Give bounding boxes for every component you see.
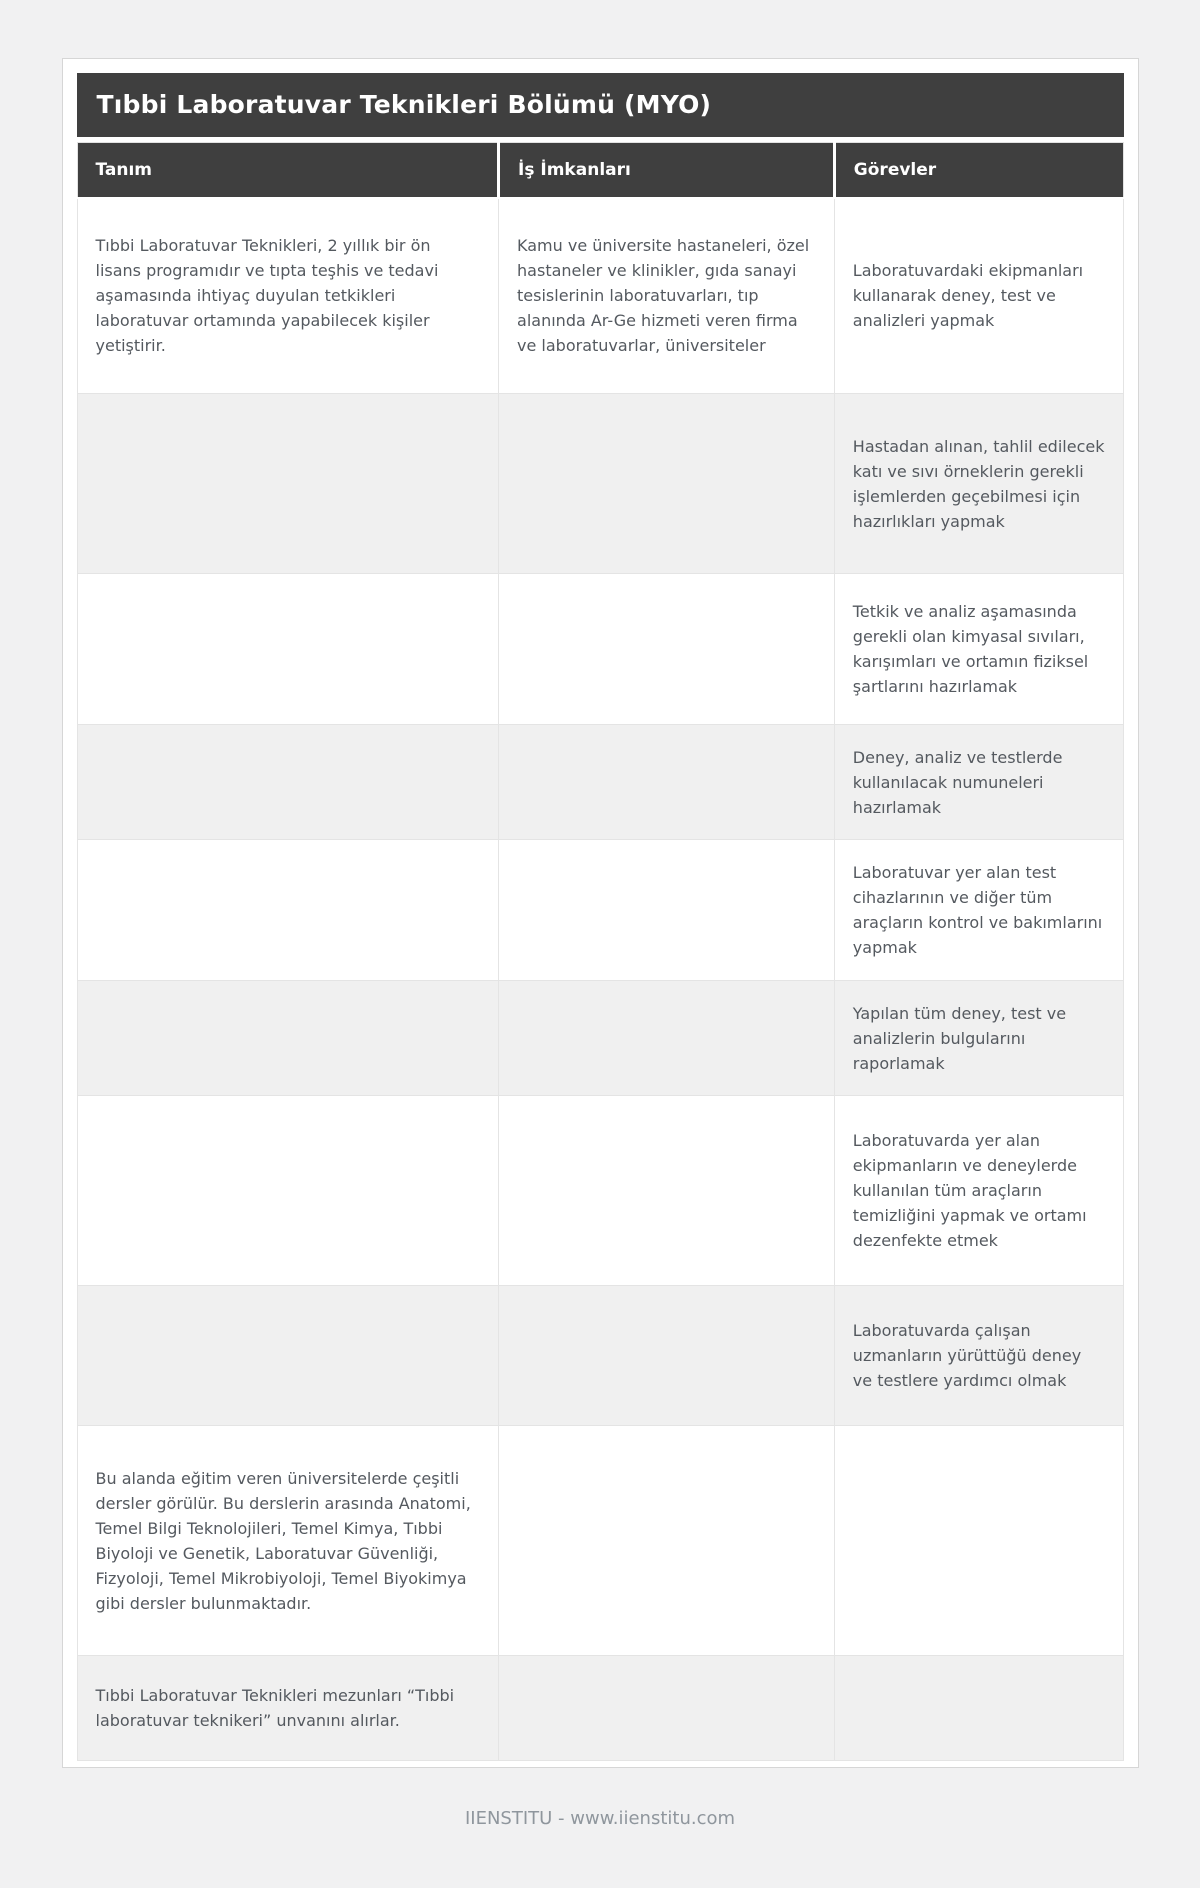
cell-is-imkanlari (499, 1426, 835, 1656)
cell-tanim (77, 394, 499, 574)
cell-gorevler: Laboratuvar yer alan test cihazlarının ve diğer tüm araçların kontrol ve bakımlarını yapmak (834, 840, 1123, 981)
cell-tanim: Tıbbi Laboratuvar Teknikleri mezunları “Tıbbi laboratuvar teknikeri” unvanını alırlar. (77, 1656, 499, 1761)
cell-is-imkanlari (499, 840, 835, 981)
table-row (77, 1096, 1123, 1286)
content-card (62, 58, 1139, 1768)
cell-tanim (77, 1096, 499, 1286)
table-header-row (77, 143, 1123, 198)
table-row (77, 1426, 1123, 1656)
cell-tanim: Bu alanda eğitim veren üniversitelerde çeşitli dersler görülür. Bu derslerin arasında Anatomi, Temel Bilgi Teknolojileri, Temel Kimya, Tıbbi Biyoloji ve Genetik, Laboratuvar Güvenliği, Fizyoloji, Temel Mikrobiyoloji, Temel Biyokimya gibi dersler bulunmaktadır. (77, 1426, 499, 1656)
footer-text: IIENSTITU - www.iienstitu.com (464, 1808, 736, 1829)
column-header-tanim: Tanım (77, 143, 499, 198)
cell-is-imkanlari: Kamu ve üniversite hastaneleri, özel hastaneler ve klinikler, gıda sanayi tesislerinin laboratuvarları, tıp alanında Ar-Ge hizmeti veren firma ve laboratuvarlar, üniversiteler (499, 198, 835, 394)
cell-gorevler (834, 1426, 1123, 1656)
table-row (77, 840, 1123, 981)
cell-tanim (77, 574, 499, 725)
table-row (77, 574, 1123, 725)
cell-tanim (77, 981, 499, 1096)
cell-gorevler (834, 1656, 1123, 1761)
table-row (77, 1286, 1123, 1426)
table-row (77, 725, 1123, 840)
cell-gorevler: Laboratuvardaki ekipmanları kullanarak deney, test ve analizleri yapmak (834, 198, 1123, 394)
cell-gorevler: Hastadan alınan, tahlil edilecek katı ve sıvı örneklerin gerekli işlemlerden geçebilmesi için hazırlıkları yapmak (834, 394, 1123, 574)
table-row (77, 394, 1123, 574)
table-row (77, 1656, 1123, 1761)
cell-is-imkanlari (499, 1096, 835, 1286)
cell-gorevler: Yapılan tüm deney, test ve analizlerin bulgularını raporlamak (834, 981, 1123, 1096)
cell-is-imkanlari (499, 981, 835, 1096)
table-row (77, 198, 1123, 394)
cell-gorevler: Laboratuvarda çalışan uzmanların yürüttüğü deney ve testlere yardımcı olmak (834, 1286, 1123, 1426)
page-title: Tıbbi Laboratuvar Teknikleri Bölümü (MYO) (77, 73, 1124, 137)
cell-tanim: Tıbbi Laboratuvar Teknikleri, 2 yıllık bir ön lisans programıdır ve tıpta teşhis ve tedavi aşamasında ihtiyaç duyulan tetkikleri laboratuvar ortamında yapabilecek kişiler yetiştirir. (77, 198, 499, 394)
cell-tanim (77, 1286, 499, 1426)
cell-gorevler: Tetkik ve analiz aşamasında gerekli olan kimyasal sıvıları, karışımları ve ortamın fiziksel şartlarını hazırlamak (834, 574, 1123, 725)
cell-is-imkanlari (499, 574, 835, 725)
cell-is-imkanlari (499, 1286, 835, 1426)
info-table (77, 142, 1124, 1761)
cell-is-imkanlari (499, 725, 835, 840)
column-header-is-imkanlari: İş İmkanları (499, 143, 835, 198)
column-header-gorevler: Görevler (834, 143, 1123, 198)
cell-tanim (77, 725, 499, 840)
cell-is-imkanlari (499, 394, 835, 574)
cell-tanim (77, 840, 499, 981)
cell-is-imkanlari (499, 1656, 835, 1761)
table-row (77, 981, 1123, 1096)
cell-gorevler: Laboratuvarda yer alan ekipmanların ve deneylerde kullanılan tüm araçların temizliğini yapmak ve ortamı dezenfekte etmek (834, 1096, 1123, 1286)
cell-gorevler: Deney, analiz ve testlerde kullanılacak numuneleri hazırlamak (834, 725, 1123, 840)
